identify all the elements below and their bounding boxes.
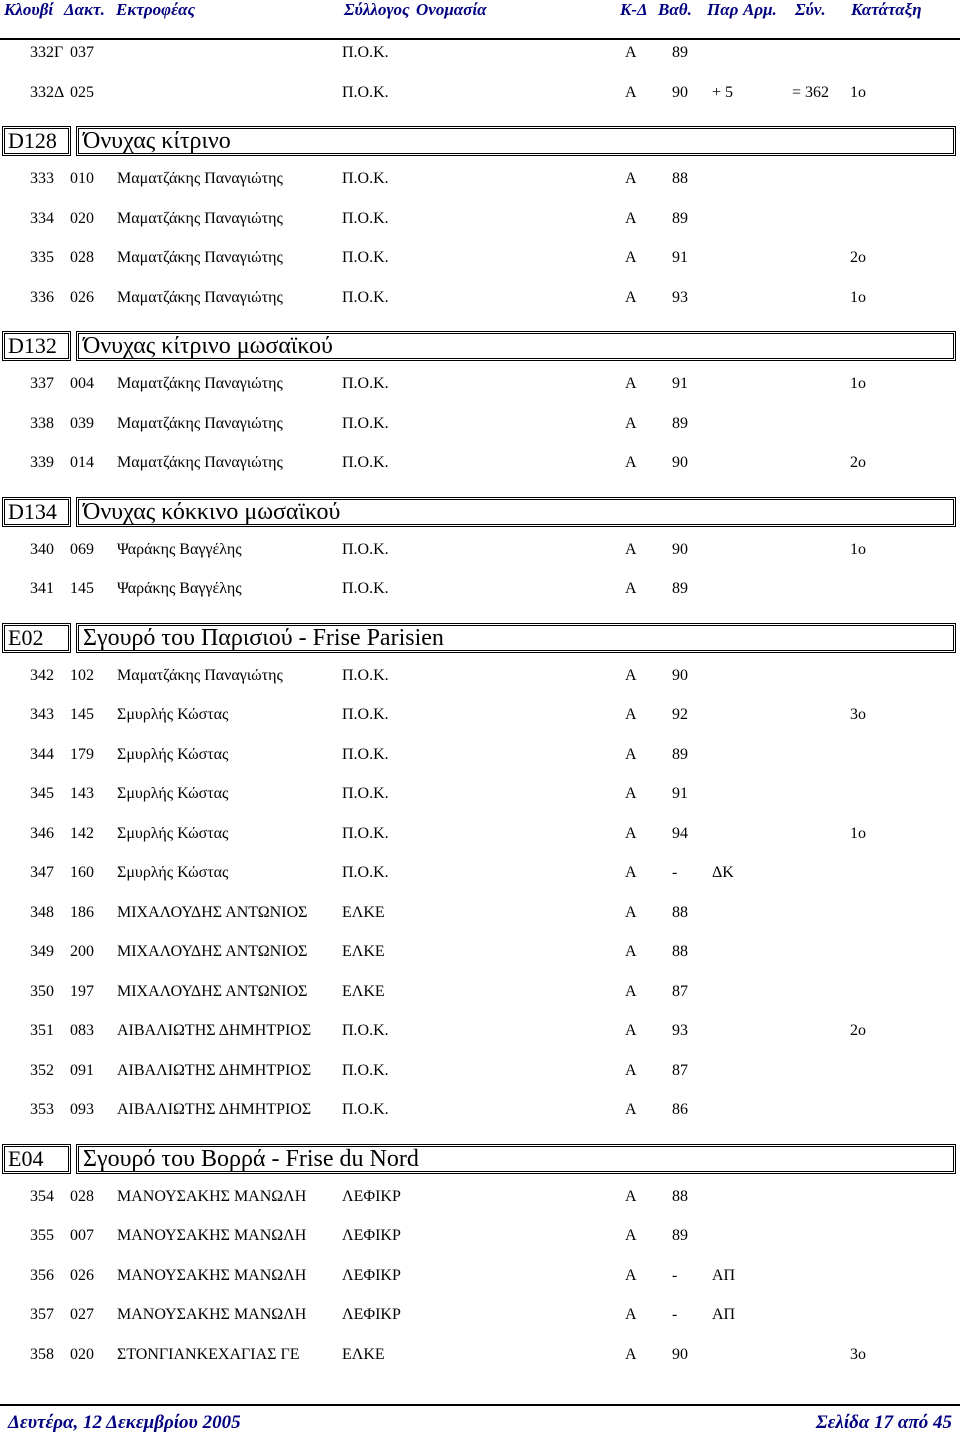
club-name: Π.Ο.Κ. [342, 288, 389, 306]
club-name: Π.Ο.Κ. [342, 1022, 389, 1039]
table-row [0, 1101, 960, 1121]
ring-number: 197 [70, 982, 94, 1000]
breeder-name: Μαματζάκης Παναγιώτης [117, 170, 283, 187]
breeder-name: ΜΑΝΟΥΣΑΚΗΣ ΜΑΝΩΛΗ [117, 1306, 307, 1323]
class-value: Α [625, 1266, 637, 1284]
table-row [0, 746, 960, 766]
breeder-name: ΜΑΝΟΥΣΑΚΗΣ ΜΑΝΩΛΗ [117, 1227, 307, 1244]
breeder-name: ΜΙΧΑΛΟΥΔΗΣ ΑΝΤΩΝΙΟΣ [117, 982, 308, 1000]
ring-number: 069 [70, 540, 94, 558]
sum-value: = 362 [792, 83, 830, 101]
ring-number: 186 [70, 903, 94, 921]
table-row [0, 904, 960, 924]
rank-value: 1ο [850, 288, 866, 306]
club-name: Π.Ο.Κ. [342, 706, 389, 723]
class-value: Α [625, 1022, 637, 1039]
header-par: Παρ [707, 0, 739, 19]
cage-number: 353 [30, 1101, 54, 1118]
class-value: Α [625, 745, 637, 763]
ring-number: 020 [70, 1345, 94, 1363]
club-name: Π.Ο.Κ. [342, 580, 389, 597]
breeder-name: Σμυρλής Κώστας [117, 824, 229, 842]
header-sum: Σύν. [795, 0, 826, 19]
ring-number: 004 [70, 375, 94, 392]
club-name: Π.Ο.Κ. [342, 824, 389, 842]
category-title: Όνυχας κίτρινο μωσαϊκού [76, 331, 956, 361]
score-value: 88 [672, 903, 688, 921]
breeder-name: Σμυρλής Κώστας [117, 706, 229, 723]
breeder-name: ΑΙΒΑΛΙΩΤΗΣ ΔΗΜΗΤΡΙΟΣ [117, 1061, 312, 1079]
header-cage: Κλουβί [4, 0, 54, 19]
class-value: Α [625, 666, 637, 684]
rank-value: 2ο [850, 249, 866, 266]
page-header [0, 0, 960, 40]
class-value: Α [625, 1227, 637, 1244]
cage-number: 343 [30, 706, 54, 723]
table-row [0, 170, 960, 190]
club-name: ΕΛΚΕ [342, 982, 385, 1000]
table-row [0, 375, 960, 395]
score-value: 87 [672, 1061, 688, 1079]
table-row [0, 943, 960, 963]
category-code: E02 [2, 623, 71, 653]
ring-number: 026 [70, 288, 94, 306]
breeder-name: ΑΙΒΑΛΙΩΤΗΣ ΔΗΜΗΤΡΙΟΣ [117, 1101, 312, 1118]
score-value: 93 [672, 288, 688, 306]
rank-value: 2ο [850, 1022, 866, 1039]
table-row [0, 210, 960, 230]
class-value: Α [625, 864, 637, 881]
category-title: Σγουρό του Παρισιού - Frise Parisien [76, 623, 956, 653]
ring-number: 007 [70, 1227, 94, 1244]
category-header [0, 497, 960, 531]
rank-value: 1ο [850, 824, 866, 842]
cage-number: 350 [30, 982, 54, 1000]
table-row [0, 1306, 960, 1326]
ring-number: 010 [70, 170, 94, 187]
table-row [0, 983, 960, 1003]
score-value: 89 [672, 44, 688, 61]
club-name: Π.Ο.Κ. [342, 44, 389, 61]
header-score: Βαθ. [658, 0, 692, 19]
ring-number: 083 [70, 1022, 94, 1039]
breeder-name: Μαματζάκης Παναγιώτης [117, 249, 283, 266]
class-value: Α [625, 44, 637, 61]
cage-number: 334 [30, 209, 54, 227]
table-row [0, 1346, 960, 1366]
cage-number: 346 [30, 824, 54, 842]
ring-number: 014 [70, 454, 94, 471]
category-header [0, 1144, 960, 1178]
score-value: 90 [672, 83, 688, 101]
cage-number: 336 [30, 288, 54, 306]
cage-number: 342 [30, 666, 54, 684]
club-name: Π.Ο.Κ. [342, 1061, 389, 1079]
score-value: - [672, 864, 678, 881]
ring-number: 020 [70, 209, 94, 227]
table-row [0, 44, 960, 64]
extra-value: + 5 [712, 83, 734, 101]
rank-value: 2ο [850, 454, 866, 471]
club-name: ΛΕΦΙΚΡ [342, 1227, 401, 1244]
breeder-name: Μαματζάκης Παναγιώτης [117, 375, 283, 392]
rank-value: 1ο [850, 375, 866, 392]
cage-number: 354 [30, 1187, 54, 1205]
class-value: Α [625, 706, 637, 723]
score-value: 91 [672, 249, 688, 266]
header-name: Ονομασία [416, 0, 487, 19]
breeder-name: ΜΙΧΑΛΟΥΔΗΣ ΑΝΤΩΝΙΟΣ [117, 903, 308, 921]
score-value: 89 [672, 1227, 688, 1244]
club-name: ΛΕΦΙΚΡ [342, 1306, 401, 1323]
header-breeder: Εκτροφέας [116, 0, 196, 19]
ring-number: 039 [70, 414, 94, 432]
score-value: 89 [672, 414, 688, 432]
page-footer [0, 1404, 960, 1444]
score-value: 87 [672, 982, 688, 1000]
club-name: Π.Ο.Κ. [342, 785, 389, 802]
class-value: Α [625, 83, 637, 101]
category-title: Σγουρό του Βορρά - Frise du Nord [76, 1144, 956, 1174]
score-value: 94 [672, 824, 688, 842]
ring-number: 102 [70, 666, 94, 684]
ring-number: 025 [70, 83, 94, 101]
breeder-name: Ψαράκης Βαγγέλης [117, 540, 242, 558]
cage-number: 357 [30, 1306, 54, 1323]
table-row [0, 580, 960, 600]
footer-page: Σελίδα 17 από 45 [815, 1412, 952, 1433]
breeder-name: ΜΑΝΟΥΣΑΚΗΣ ΜΑΝΩΛΗ [117, 1187, 307, 1205]
table-row [0, 1227, 960, 1247]
cage-number: 340 [30, 540, 54, 558]
extra-value: ΑΠ [712, 1306, 736, 1323]
class-value: Α [625, 1187, 637, 1205]
breeder-name: Σμυρλής Κώστας [117, 785, 229, 802]
table-row [0, 825, 960, 845]
score-value: 89 [672, 580, 688, 597]
score-value: 86 [672, 1101, 688, 1118]
breeder-name: ΣΤΟΝΓΙΑΝΚΕΧΑΓΙΑΣ ΓΕ [117, 1345, 300, 1363]
club-name: ΛΕΦΙΚΡ [342, 1266, 401, 1284]
class-value: Α [625, 209, 637, 227]
score-value: 89 [672, 745, 688, 763]
cage-number: 347 [30, 864, 54, 881]
club-name: Π.Ο.Κ. [342, 666, 389, 684]
score-value: 90 [672, 666, 688, 684]
rank-value: 3ο [850, 706, 866, 723]
header-ring: Δακτ. [64, 0, 105, 19]
club-name: Π.Ο.Κ. [342, 83, 389, 101]
club-name: Π.Ο.Κ. [342, 375, 389, 392]
breeder-name: Ψαράκης Βαγγέλης [117, 580, 242, 597]
score-value: 88 [672, 1187, 688, 1205]
cage-number: 332Γ [30, 44, 64, 61]
category-code: D132 [2, 331, 71, 361]
breeder-name: Σμυρλής Κώστας [117, 745, 229, 763]
header-class: Κ-Δ [620, 0, 648, 19]
header-rank: Κατάταξη [851, 0, 922, 19]
ring-number: 160 [70, 864, 94, 881]
table-row [0, 415, 960, 435]
class-value: Α [625, 785, 637, 802]
club-name: ΛΕΦΙΚΡ [342, 1187, 401, 1205]
score-value: 90 [672, 454, 688, 471]
rank-value: 3ο [850, 1345, 866, 1363]
breeder-name: Μαματζάκης Παναγιώτης [117, 288, 283, 306]
table-row [0, 785, 960, 805]
club-name: Π.Ο.Κ. [342, 249, 389, 266]
ring-number: 037 [70, 44, 94, 61]
breeder-name: Σμυρλής Κώστας [117, 864, 229, 881]
cage-number: 337 [30, 375, 54, 392]
ring-number: 179 [70, 745, 94, 763]
ring-number: 093 [70, 1101, 94, 1118]
cage-number: 352 [30, 1061, 54, 1079]
footer-date: Δευτέρα, 12 Δεκεμβρίου 2005 [8, 1412, 241, 1433]
extra-value: ΑΠ [712, 1266, 736, 1284]
extra-value: ΔΚ [712, 864, 734, 881]
club-name: Π.Ο.Κ. [342, 1101, 389, 1118]
score-value: - [672, 1306, 678, 1323]
class-value: Α [625, 824, 637, 842]
class-value: Α [625, 288, 637, 306]
table-row [0, 289, 960, 309]
table-row [0, 1188, 960, 1208]
category-title: Όνυχας κόκκινο μωσαϊκού [76, 497, 956, 527]
category-code: E04 [2, 1144, 71, 1174]
breeder-name: Μαματζάκης Παναγιώτης [117, 414, 283, 432]
table-row [0, 1062, 960, 1082]
class-value: Α [625, 170, 637, 187]
breeder-name: Μαματζάκης Παναγιώτης [117, 209, 283, 227]
score-value: 88 [672, 170, 688, 187]
table-row [0, 454, 960, 474]
cage-number: 345 [30, 785, 54, 802]
header-num: Αρμ. [743, 0, 777, 19]
club-name: ΕΛΚΕ [342, 903, 385, 921]
breeder-name: ΜΙΧΑΛΟΥΔΗΣ ΑΝΤΩΝΙΟΣ [117, 943, 308, 960]
club-name: Π.Ο.Κ. [342, 414, 389, 432]
class-value: Α [625, 1345, 637, 1363]
ring-number: 200 [70, 943, 94, 960]
club-name: Π.Ο.Κ. [342, 454, 389, 471]
ring-number: 142 [70, 824, 94, 842]
cage-number: 358 [30, 1345, 54, 1363]
cage-number: 332Δ [30, 83, 65, 101]
ring-number: 027 [70, 1306, 94, 1323]
club-name: ΕΛΚΕ [342, 1345, 385, 1363]
score-value: 89 [672, 209, 688, 227]
class-value: Α [625, 249, 637, 266]
class-value: Α [625, 375, 637, 392]
table-row [0, 541, 960, 561]
score-value: 90 [672, 540, 688, 558]
cage-number: 341 [30, 580, 54, 597]
ring-number: 143 [70, 785, 94, 802]
club-name: Π.Ο.Κ. [342, 745, 389, 763]
class-value: Α [625, 1306, 637, 1323]
table-row [0, 84, 960, 104]
table-row [0, 667, 960, 687]
cage-number: 335 [30, 249, 54, 266]
cage-number: 351 [30, 1022, 54, 1039]
category-header [0, 623, 960, 657]
club-name: ΕΛΚΕ [342, 943, 385, 960]
class-value: Α [625, 1101, 637, 1118]
cage-number: 338 [30, 414, 54, 432]
table-row [0, 864, 960, 884]
cage-number: 348 [30, 903, 54, 921]
cage-number: 356 [30, 1266, 54, 1284]
breeder-name: ΑΙΒΑΛΙΩΤΗΣ ΔΗΜΗΤΡΙΟΣ [117, 1022, 312, 1039]
ring-number: 145 [70, 580, 94, 597]
rank-value: 1ο [850, 540, 866, 558]
header-club: Σύλλογος [344, 0, 410, 19]
cage-number: 339 [30, 454, 54, 471]
category-title: Όνυχας κίτρινο [76, 126, 956, 156]
rank-value: 1ο [850, 83, 866, 101]
score-value: 92 [672, 706, 688, 723]
score-value: 91 [672, 785, 688, 802]
score-value: 93 [672, 1022, 688, 1039]
class-value: Α [625, 454, 637, 471]
category-header [0, 126, 960, 160]
cage-number: 349 [30, 943, 54, 960]
table-row [0, 249, 960, 269]
class-value: Α [625, 1061, 637, 1079]
cage-number: 355 [30, 1227, 54, 1244]
club-name: Π.Ο.Κ. [342, 170, 389, 187]
class-value: Α [625, 982, 637, 1000]
ring-number: 028 [70, 249, 94, 266]
class-value: Α [625, 540, 637, 558]
club-name: Π.Ο.Κ. [342, 209, 389, 227]
score-value: 90 [672, 1345, 688, 1363]
class-value: Α [625, 414, 637, 432]
table-row [0, 706, 960, 726]
category-code: D128 [2, 126, 71, 156]
club-name: Π.Ο.Κ. [342, 864, 389, 881]
category-header [0, 331, 960, 365]
table-row [0, 1022, 960, 1042]
ring-number: 028 [70, 1187, 94, 1205]
score-value: 88 [672, 943, 688, 960]
class-value: Α [625, 943, 637, 960]
class-value: Α [625, 580, 637, 597]
ring-number: 145 [70, 706, 94, 723]
breeder-name: ΜΑΝΟΥΣΑΚΗΣ ΜΑΝΩΛΗ [117, 1266, 307, 1284]
cage-number: 333 [30, 170, 54, 187]
club-name: Π.Ο.Κ. [342, 540, 389, 558]
cage-number: 344 [30, 745, 54, 763]
score-value: - [672, 1266, 678, 1284]
ring-number: 091 [70, 1061, 94, 1079]
score-value: 91 [672, 375, 688, 392]
category-code: D134 [2, 497, 71, 527]
class-value: Α [625, 903, 637, 921]
breeder-name: Μαματζάκης Παναγιώτης [117, 666, 283, 684]
breeder-name: Μαματζάκης Παναγιώτης [117, 454, 283, 471]
table-row [0, 1267, 960, 1287]
ring-number: 026 [70, 1266, 94, 1284]
